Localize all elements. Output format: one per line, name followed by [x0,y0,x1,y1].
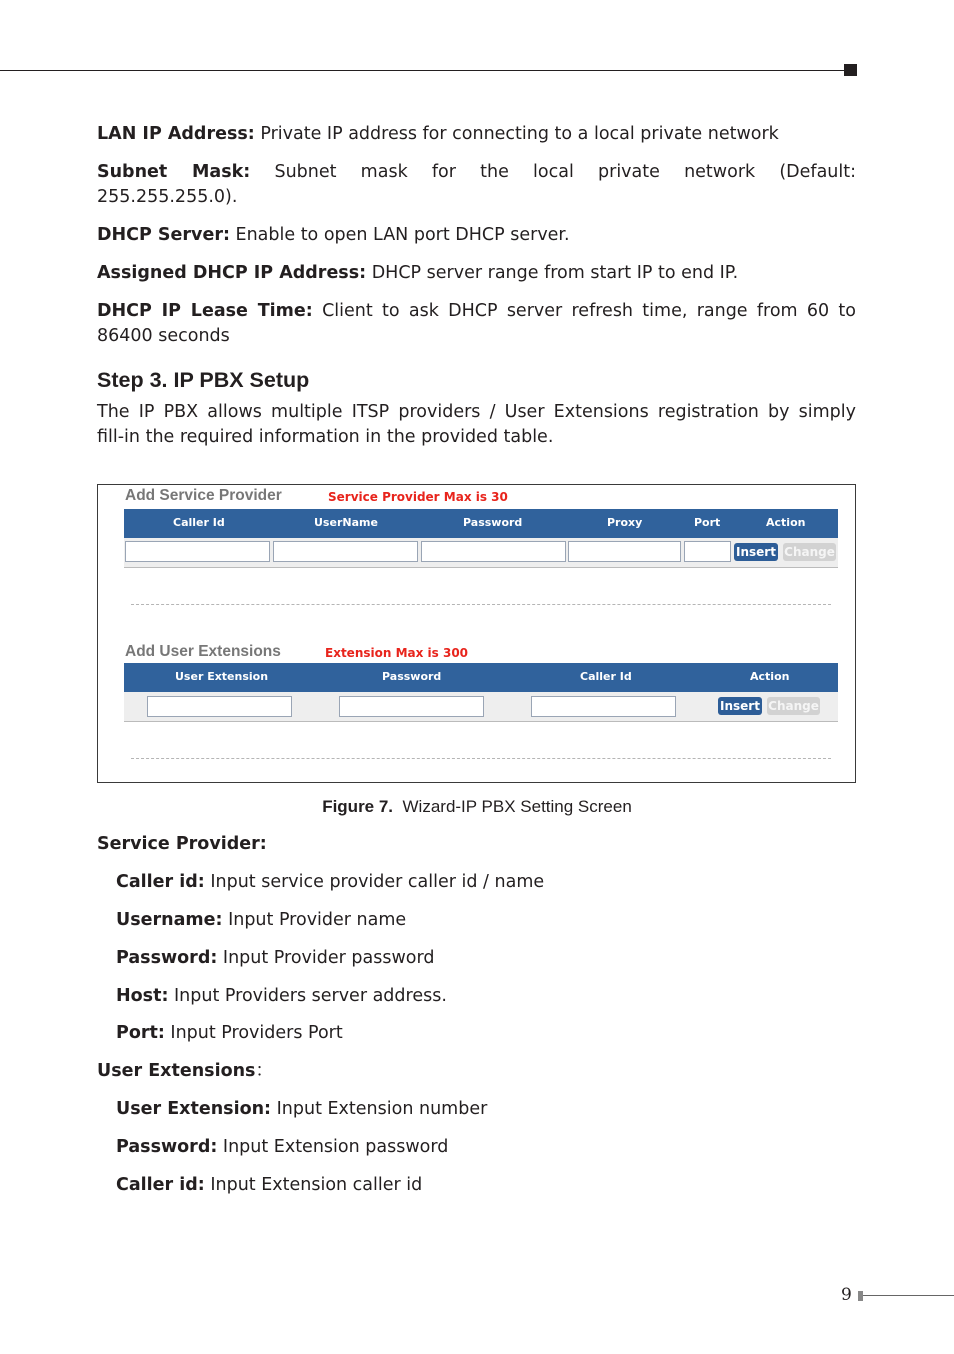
sp-host: Host: Input Providers server address. [116,986,447,1006]
provider-input-row [124,538,838,568]
footer-rule [863,1295,954,1296]
def-subnet-mask-cont: 255.255.255.0). [97,187,238,207]
col-username: UserName [314,516,378,529]
extension-password-input[interactable] [339,696,484,717]
ip-pbx-figure [97,484,856,783]
def-lan-ip: LAN IP Address: Private IP address for connecting to a local private network [97,124,779,144]
service-provider-heading: Service Provider: [97,834,267,854]
add-service-provider-title: Add Service Provider [125,487,282,504]
sp-password: Password: Input Provider password [116,948,435,968]
extension-divider [131,758,831,759]
col-password: Password [463,516,523,529]
col-user-extension: User Extension [175,670,269,683]
add-user-extensions-title: Add User Extensions [125,643,281,660]
sp-caller-id: Caller id: Input service provider caller id / name [116,872,545,892]
header-square-mark [844,64,857,76]
provider-proxy-input[interactable] [568,541,681,562]
provider-change-button[interactable]: Change [784,545,835,559]
extension-insert-button[interactable]: Insert [718,697,762,715]
service-provider-max-note: Service Provider Max is 30 [328,490,508,504]
col-ext-password: Password [382,670,442,683]
step-title: Step 3. IP PBX Setup [97,368,310,392]
provider-caller-id-input[interactable] [125,541,270,562]
col-caller-id: Caller Id [173,516,225,529]
sp-username: Username: Input Provider name [116,910,407,930]
col-ext-action: Action [750,670,790,683]
extension-caller-id-input[interactable] [531,696,676,717]
col-action: Action [766,516,806,529]
extension-number-input[interactable] [147,696,292,717]
step-desc-line2: fill-in the required information in the provided table. [97,427,554,447]
def-lease-time: DHCP IP Lease Time: Client to ask DHCP server refresh time, range from 60 to [97,301,856,321]
def-subnet-mask: Subnet Mask: Subnet mask for the local private network (Default: [97,162,856,182]
extension-change-button[interactable]: Change [768,699,819,713]
header-rule [0,70,848,71]
provider-password-input[interactable] [421,541,566,562]
provider-insert-button[interactable]: Insert [734,543,778,561]
provider-username-input[interactable] [273,541,418,562]
col-port: Port [694,516,721,529]
step-desc-line1: The IP PBX allows multiple ITSP providers / User Extensions registration by simply [97,402,856,422]
ue-user-extension: User Extension: Input Extension number [116,1099,488,1119]
provider-divider [131,604,831,605]
page-number: 9 [841,1285,852,1305]
ue-caller-id: Caller id: Input Extension caller id [116,1175,423,1195]
extension-table-header [124,663,838,692]
figure-caption: Figure 7. Wizard-IP PBX Setting Screen [322,797,632,816]
extension-input-row [124,692,838,722]
provider-table-header [124,509,838,538]
def-lease-time-cont: 86400 seconds [97,326,230,346]
user-extensions-heading: User Extensions： [97,1061,273,1081]
extension-max-note: Extension Max is 300 [325,646,469,660]
def-dhcp-server: DHCP Server: Enable to open LAN port DHCP server. [97,225,570,245]
footer-mark [858,1291,863,1301]
col-ext-caller-id: Caller Id [580,670,632,683]
col-proxy: Proxy [607,516,643,529]
ue-password: Password: Input Extension password [116,1137,449,1157]
sp-port: Port: Input Providers Port [116,1023,343,1043]
provider-port-input[interactable] [684,541,731,562]
def-assigned-dhcp: Assigned DHCP IP Address: DHCP server range from start IP to end IP. [97,263,739,283]
